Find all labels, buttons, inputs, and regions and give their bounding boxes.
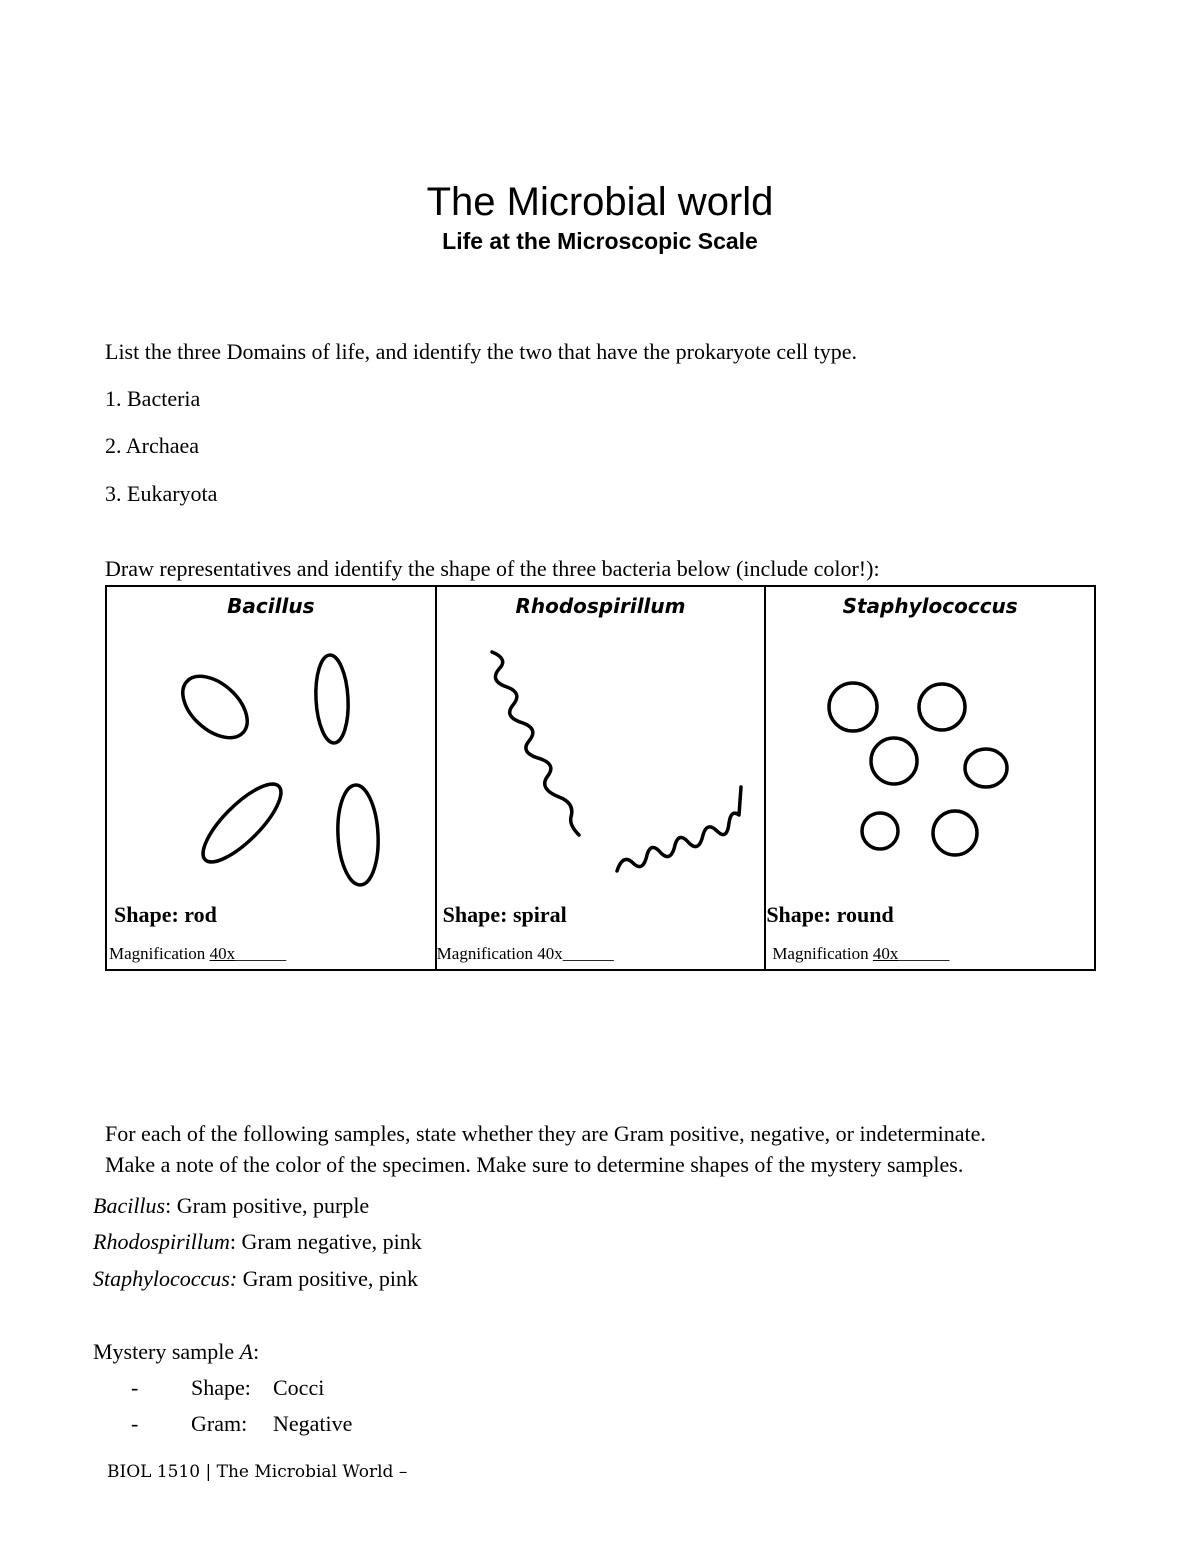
bacillus-cell xyxy=(106,586,436,970)
bacillus-magnification: Magnification 40x______ xyxy=(109,944,287,963)
staphylococcus-shape-label: Shape: round xyxy=(766,902,894,927)
rhodospirillum-magnification: Magnification 40x______ xyxy=(436,944,614,963)
mystery-sample-label: Mystery sample A: xyxy=(93,1339,260,1364)
gram-result-bacillus: Bacillus: Gram positive, purple xyxy=(93,1193,370,1218)
mystery-shape-item: - Shape: Cocci xyxy=(131,1375,325,1400)
gram-result-rhodospirillum: Rhodospirillum: Gram negative, pink xyxy=(93,1229,422,1254)
bacteria-drawing-table xyxy=(105,585,1096,971)
page-footer: BIOL 1510 | The Microbial World – xyxy=(107,1462,408,1482)
rhodospirillum-shape-label: Shape: spiral xyxy=(442,902,567,927)
domain-item-3: 3. Eukaryota xyxy=(105,481,218,506)
staphylococcus-magnification: Magnification 40x______ xyxy=(772,944,950,963)
gram-prompt-line1: For each of the following samples, state whether they are Gram positive, negative, or indeterminate. xyxy=(105,1121,986,1146)
domains-prompt: List the three Domains of life, and identify the two that have the prokaryote cell type. xyxy=(105,339,858,364)
rod-bacteria-drawing xyxy=(107,627,435,897)
domain-item-1: 1. Bacteria xyxy=(105,386,201,411)
bacillus-heading: Bacillus xyxy=(227,594,315,618)
rhodospirillum-cell xyxy=(436,586,766,970)
domain-item-2: 2. Archaea xyxy=(105,433,200,458)
mystery-gram-item: - Gram: Negative xyxy=(131,1411,353,1436)
gram-prompt-line2: Make a note of the color of the specimen. Make sure to determine shapes of the mystery samples. xyxy=(105,1152,964,1177)
page-title: The Microbial world xyxy=(426,180,774,224)
staphylococcus-cell xyxy=(765,586,1095,970)
spiral-bacteria-drawing xyxy=(437,627,765,897)
rhodospirillum-heading: Rhodospirillum xyxy=(515,594,686,618)
page-subtitle: Life at the Microscopic Scale xyxy=(442,228,758,254)
bacillus-shape-label: Shape: rod xyxy=(114,902,217,927)
draw-prompt: Draw representatives and identify the shape of the three bacteria below (include color!): xyxy=(105,556,880,581)
round-bacteria-drawing xyxy=(766,627,1094,897)
staphylococcus-heading: Staphylococcus xyxy=(842,594,1018,618)
gram-result-staphylococcus: Staphylococcus: Gram positive, pink xyxy=(93,1266,419,1291)
